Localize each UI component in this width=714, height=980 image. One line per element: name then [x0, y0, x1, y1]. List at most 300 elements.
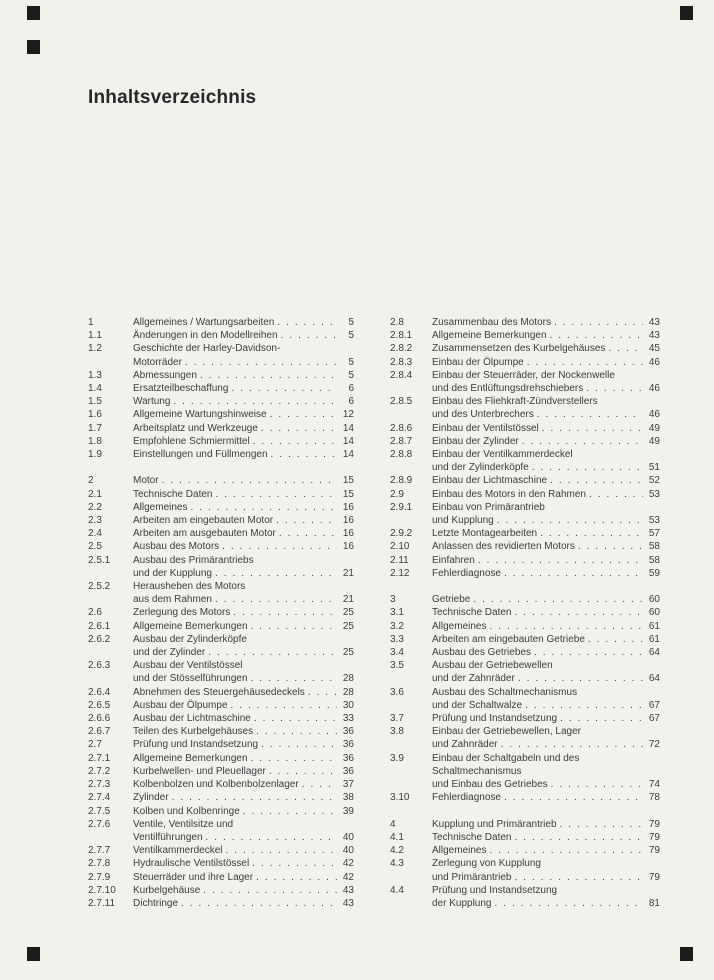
toc-entry-number: 4: [390, 818, 396, 830]
toc-entry-number: 2.8.9: [390, 475, 413, 487]
toc-entry-content: [432, 501, 660, 527]
toc-entry-line: [432, 567, 660, 580]
toc-entry-content: [432, 435, 660, 448]
dot-leader: [251, 752, 337, 765]
dot-leader: [515, 606, 644, 619]
toc-entry-line: [133, 606, 354, 619]
toc-entry-number: 2.7.10: [88, 884, 116, 896]
dot-leader: [504, 567, 643, 580]
toc-entry-title: Technische Daten: [432, 831, 512, 843]
toc-entry-title: Ausbau des Getriebes: [432, 647, 531, 659]
toc-entry-line: [432, 646, 660, 659]
toc-entry-title: Zerlegung von Kupplung: [432, 858, 541, 870]
toc-entry-number: 2.6.3: [88, 660, 111, 672]
dot-leader: [527, 356, 643, 369]
toc-entry-line: [432, 633, 660, 646]
toc-entry: [390, 791, 660, 804]
dot-leader: [281, 329, 337, 342]
toc-entry-page-number: 51: [648, 462, 660, 474]
toc-entry-line: [133, 686, 354, 699]
toc-entry: [390, 686, 660, 712]
dot-leader: [243, 805, 337, 818]
toc-entry-content: [432, 488, 660, 501]
toc-entry-number: 1.7: [88, 422, 102, 434]
toc-entry-number: 2.7.8: [88, 858, 111, 870]
toc-entry: [88, 712, 354, 725]
toc-entry-number: 1.9: [88, 449, 102, 461]
toc-entry-content: [133, 527, 354, 540]
toc-entry-line: [133, 725, 354, 738]
dot-leader: [302, 778, 337, 791]
toc-entry-content: [133, 329, 354, 342]
toc-entry-line: [133, 831, 354, 844]
toc-entry: [88, 659, 354, 685]
toc-entry-number: 2.11: [390, 554, 409, 566]
toc-entry-content: [432, 752, 660, 792]
toc-entry: [390, 488, 660, 501]
toc-entry-title: Allgemeines: [432, 845, 487, 857]
toc-entry: [390, 606, 660, 619]
dot-leader: [554, 316, 643, 329]
toc-entry-number: 2.6.6: [88, 713, 111, 725]
toc-entry-page-number: 30: [342, 699, 354, 711]
toc-entry: [390, 422, 660, 435]
toc-entry-page-number: 40: [342, 845, 354, 857]
toc-entry-line: [133, 633, 354, 646]
toc-entry-page-number: 25: [342, 647, 354, 659]
dot-leader: [271, 448, 337, 461]
toc-entry-page-number: 64: [648, 647, 660, 659]
toc-entry-title: Ausbau des Primärantriebs: [133, 554, 254, 566]
toc-entry-title: Allgemeine Bemerkungen: [432, 330, 547, 342]
toc-entry-page-number: 37: [342, 779, 354, 791]
toc-entry-content: [133, 382, 354, 395]
page-title: Inhaltsverzeichnis: [88, 86, 257, 108]
toc-entry-line: [133, 805, 354, 818]
toc-entry-title: Einstellungen und Füllmengen: [133, 449, 268, 461]
toc-entry-title: Ventilkammerdeckel: [133, 845, 223, 857]
toc-entry-page-number: 74: [648, 779, 660, 791]
toc-entry: [390, 369, 660, 395]
toc-column-left: [88, 316, 354, 910]
toc-entry-line: [432, 778, 660, 791]
toc-entry: [88, 316, 354, 329]
toc-entry-title: Einbau des Fliehkraft-Zündverstellers: [432, 396, 598, 408]
toc-entry-line: [432, 540, 660, 553]
dot-leader: [560, 712, 643, 725]
dot-leader: [185, 356, 337, 369]
toc-entry-page-number: 67: [648, 699, 660, 711]
toc-entry-title: Getriebe: [432, 594, 471, 606]
toc-entry-number: 2.7.6: [88, 818, 111, 830]
toc-entry-number: 2.8.2: [390, 343, 413, 355]
toc-entry-page-number: 46: [648, 383, 660, 395]
toc-entry-page-number: 64: [648, 673, 660, 685]
toc-entry-number: 2.12: [390, 567, 410, 579]
dot-leader: [522, 435, 643, 448]
toc-entry-content: [133, 316, 354, 329]
toc-entry-number: 2: [88, 475, 94, 487]
toc-entry-number: 2.7.5: [88, 805, 111, 817]
toc-entry-title: Fehlerdiagnose: [432, 792, 501, 804]
toc-entry-page-number: 43: [648, 317, 660, 328]
toc-entry-line: [133, 738, 354, 751]
toc-entry-content: [133, 871, 354, 884]
toc-entry-title: Ausbau der Ventilstössel: [133, 660, 243, 672]
toc-entry-line: [432, 606, 660, 619]
toc-entry-line: [432, 752, 660, 765]
toc-entry-number: 1.8: [88, 435, 102, 447]
toc-entry-page-number: 16: [342, 541, 354, 553]
toc-entry-page-number: 49: [648, 422, 660, 434]
toc-entry: [390, 884, 660, 910]
toc-entry: [88, 805, 354, 818]
toc-entry-page-number: 60: [648, 607, 660, 619]
toc-entry-title: und Kupplung: [432, 515, 494, 527]
toc-entry-title: Prüfung und Instandsetzung: [432, 713, 558, 725]
toc-entry: [88, 699, 354, 712]
toc-entry-content: [133, 818, 354, 844]
toc-entry-number: 2.9: [390, 488, 404, 500]
toc-entry-number: 2.1: [88, 488, 102, 500]
dot-leader: [550, 474, 643, 487]
toc-entry-line: [432, 871, 660, 884]
toc-entry-number: 2.7.11: [88, 897, 116, 909]
toc-entry-content: [133, 857, 354, 870]
toc-entry-number: 2.8.5: [390, 396, 413, 408]
toc-entry-page-number: 5: [348, 330, 354, 342]
toc-entry-title: und der Schaltwalze: [432, 699, 523, 711]
toc-entry: [390, 818, 660, 831]
toc-entry-number: 2.8: [390, 317, 404, 328]
toc-entry: [88, 382, 354, 395]
toc-entry-content: [432, 633, 660, 646]
toc-entry-number: 3.8: [390, 726, 404, 738]
dot-leader: [578, 540, 643, 553]
toc-entry-title: Zusammensetzen des Kurbelgehäuses: [432, 343, 606, 355]
toc-entry-content: [133, 884, 354, 897]
toc-entry-page-number: 43: [648, 330, 660, 342]
toc-entry: [390, 659, 660, 685]
toc-entry: [88, 474, 354, 487]
toc-entry-line: [432, 884, 660, 897]
toc-entry-number: 3.7: [390, 713, 404, 725]
toc-entry: [390, 620, 660, 633]
toc-entry-title: Allgemeine Wartungshinweise: [133, 409, 267, 421]
toc-entry-page-number: 14: [342, 449, 354, 461]
registration-mark: [27, 40, 40, 54]
dot-leader: [233, 606, 337, 619]
toc-entry-page-number: 59: [648, 567, 660, 579]
dot-leader: [172, 791, 337, 804]
toc-entry-content: [133, 606, 354, 619]
toc-entry-line: [133, 646, 354, 659]
toc-entry: [88, 329, 354, 342]
toc-entry-number: 2.7.3: [88, 779, 111, 791]
toc-entry-title: Ausbau der Getriebewellen: [432, 660, 553, 672]
toc-entry-title: der Kupplung: [432, 897, 492, 909]
toc-entry-content: [133, 408, 354, 421]
toc-entry-content: [133, 474, 354, 487]
toc-entry-page-number: 16: [342, 528, 354, 540]
toc-entry-content: [432, 527, 660, 540]
toc-entry: [390, 501, 660, 527]
toc-entry: [390, 752, 660, 792]
toc-entry-title: Zylinder: [133, 792, 169, 804]
toc-entry-page-number: 45: [648, 343, 660, 355]
toc-entry: [390, 448, 660, 474]
toc-entry-line: [133, 316, 354, 329]
toc-entry-number: 2.7.9: [88, 871, 111, 883]
toc-entry: [390, 474, 660, 487]
toc-entry-line: [133, 791, 354, 804]
toc-entry: [390, 567, 660, 580]
dot-leader: [473, 593, 643, 606]
toc-entry-line: [133, 871, 354, 884]
toc-entry-page-number: 21: [342, 567, 354, 579]
toc-entry-title: Einbau des Motors in den Rahmen: [432, 488, 586, 500]
toc-entry-line: [133, 699, 354, 712]
toc-entry-title: Einfahren: [432, 554, 475, 566]
registration-mark: [680, 947, 693, 961]
toc-entry-page-number: 72: [648, 739, 660, 751]
toc-entry-content: [432, 606, 660, 619]
toc-entry-title: und der Stösselführungen: [133, 673, 248, 685]
toc-entry-title: und des Entlüftungsdrehschiebers: [432, 383, 584, 395]
toc-entry-content: [133, 765, 354, 778]
toc-entry-line: [133, 672, 354, 685]
toc-entry-content: [432, 329, 660, 342]
toc-entry-line: [432, 831, 660, 844]
dot-leader: [537, 408, 643, 421]
toc-entry-number: 1.6: [88, 409, 102, 421]
dot-leader: [252, 857, 337, 870]
toc-entry-content: [133, 686, 354, 699]
toc-entry-line: [133, 857, 354, 870]
toc-entry-page-number: 21: [342, 594, 354, 606]
toc-entry-page-number: 14: [342, 422, 354, 434]
toc-entry-page-number: 16: [342, 515, 354, 527]
toc-entry: [390, 435, 660, 448]
toc-entry: [88, 871, 354, 884]
toc-entry-content: [432, 554, 660, 567]
toc-entry-content: [432, 831, 660, 844]
toc-entry: [88, 501, 354, 514]
toc-entry-title: Geschichte der Harley-Davidson-: [133, 343, 281, 355]
dot-leader: [261, 738, 337, 751]
toc-entry: [88, 527, 354, 540]
toc-entry-title: und der Zylinder: [133, 647, 206, 659]
toc-entry-number: 2.5.1: [88, 554, 111, 566]
toc-entry-content: [133, 897, 354, 910]
toc-entry-line: [432, 501, 660, 514]
toc-entry-line: [133, 527, 354, 540]
toc-entry-line: [432, 382, 660, 395]
toc-entry: [88, 422, 354, 435]
toc-entry-title: Ventile, Ventilsitze und: [133, 818, 234, 830]
toc-entry-number: 3.10: [390, 792, 410, 804]
toc-entry-title: Empfohlene Schmiermittel: [133, 435, 250, 447]
toc-entry-line: [133, 356, 354, 369]
toc-entry-title: Kolben und Kolbenringe: [133, 805, 240, 817]
toc-entry-content: [133, 633, 354, 659]
toc-entry-title: Einbau der Zylinder: [432, 435, 519, 447]
toc-entry-page-number: 79: [648, 845, 660, 857]
toc-entry-page-number: 36: [342, 739, 354, 751]
toc-entry: [390, 646, 660, 659]
toc-entry: [88, 514, 354, 527]
toc-entry-title: Arbeiten am eingebauten Motor: [133, 515, 274, 527]
toc-entry-page-number: 14: [342, 435, 354, 447]
toc-entry-content: [133, 501, 354, 514]
toc-entry-number: 2.2: [88, 501, 102, 513]
toc-entry: [88, 686, 354, 699]
dot-leader: [251, 672, 337, 685]
toc-entry: [390, 540, 660, 553]
toc-entry-title: Einbau der Ölpumpe: [432, 356, 524, 368]
toc-entry: [390, 857, 660, 883]
dot-leader: [231, 382, 337, 395]
toc-entry: [390, 329, 660, 342]
toc-entry-title: Einbau der Ventilstössel: [432, 422, 539, 434]
toc-entry: [390, 316, 660, 329]
toc-entry-page-number: 28: [342, 686, 354, 698]
toc-entry-line: [432, 514, 660, 527]
toc-entry-page-number: 38: [342, 792, 354, 804]
toc-entry-title: Zusammenbau des Motors: [432, 317, 551, 328]
toc-entry: [88, 554, 354, 580]
toc-entry-title: Ausbau des Schaltmechanismus: [432, 686, 578, 698]
toc-entry-page-number: 53: [648, 515, 660, 527]
toc-entry-line: [432, 620, 660, 633]
toc-entry-content: [432, 686, 660, 712]
toc-entry-page-number: 12: [342, 409, 354, 421]
toc-entry-content: [133, 791, 354, 804]
toc-entry-page-number: 25: [342, 620, 354, 632]
toc-entry-content: [133, 342, 354, 368]
toc-entry-number: 2.7.1: [88, 752, 111, 764]
toc-entry-number: 2.7.4: [88, 792, 111, 804]
toc-entry-content: [133, 369, 354, 382]
toc-entry-number: 3.2: [390, 620, 404, 632]
toc-entry-number: 4.1: [390, 831, 404, 843]
toc-entry-content: [432, 567, 660, 580]
dot-leader: [222, 540, 337, 553]
toc-entry: [390, 593, 660, 606]
toc-entry-line: [432, 672, 660, 685]
dot-leader: [560, 818, 643, 831]
toc-entry-title: Prüfung und Instandsetzung: [432, 884, 558, 896]
toc-entry-content: [432, 620, 660, 633]
registration-mark: [680, 6, 693, 20]
toc-entry: [88, 580, 354, 606]
toc-entry-title: Einbau von Primärantrieb: [432, 501, 545, 513]
toc-entry: [88, 752, 354, 765]
toc-entry-title: Allgemeines / Wartungsarbeiten: [133, 317, 275, 328]
toc-entry-title: Kolbenbolzen und Kolbenbolzenlager: [133, 779, 299, 791]
toc-entry: [390, 725, 660, 751]
toc-entry: [88, 633, 354, 659]
toc-entry-line: [432, 554, 660, 567]
toc-entry: [88, 435, 354, 448]
toc-entry-line: [133, 752, 354, 765]
toc-entry-title: Einbau der Schaltgabeln und des: [432, 752, 580, 764]
toc-entry: [88, 897, 354, 910]
toc-entry-line: [432, 461, 660, 474]
dot-leader: [279, 527, 337, 540]
toc-entry-line: [432, 527, 660, 540]
toc-entry-title: Ausbau der Zylinderköpfe: [133, 633, 247, 645]
toc-entry-page-number: 79: [648, 871, 660, 883]
dot-leader: [489, 620, 643, 633]
toc-entry-content: [133, 435, 354, 448]
toc-entry-line: [432, 765, 660, 778]
toc-entry-line: [133, 501, 354, 514]
toc-entry: [88, 408, 354, 421]
toc-entry-line: [432, 356, 660, 369]
dot-leader: [200, 369, 337, 382]
toc-entry-number: 2.7.2: [88, 765, 111, 777]
toc-entry-title: aus dem Rahmen: [133, 594, 212, 606]
toc-entry-line: [133, 474, 354, 487]
dot-leader: [532, 461, 643, 474]
toc-entry-title: Ausbau der Ölpumpe: [133, 699, 228, 711]
toc-entry-content: [133, 395, 354, 408]
toc-entry-page-number: 52: [648, 475, 660, 487]
toc-entry-line: [133, 884, 354, 897]
toc-entry-line: [432, 435, 660, 448]
toc-entry-content: [432, 316, 660, 329]
toc-entry-line: [133, 422, 354, 435]
dot-leader: [253, 435, 337, 448]
dot-leader: [308, 686, 337, 699]
toc-entry: [390, 633, 660, 646]
toc-entry-content: [432, 474, 660, 487]
toc-entry-page-number: 5: [348, 317, 354, 328]
toc-entry-content: [432, 818, 660, 831]
toc-entry-line: [432, 369, 660, 382]
toc-entry-line: [432, 659, 660, 672]
toc-entry: [88, 342, 354, 368]
dot-leader: [495, 897, 644, 910]
toc-entry-title: Allgemeines: [432, 620, 487, 632]
toc-entry-content: [133, 448, 354, 461]
dot-leader: [489, 844, 643, 857]
toc-entry-title: Abmessungen: [133, 369, 197, 381]
toc-entry: [390, 844, 660, 857]
toc-entry-title: Arbeitsplatz und Werkzeuge: [133, 422, 258, 434]
toc-entry-line: [133, 369, 354, 382]
toc-entry-page-number: 60: [648, 594, 660, 606]
toc-entry-page-number: 42: [342, 858, 354, 870]
toc-entry: [390, 554, 660, 567]
toc-entry-content: [432, 712, 660, 725]
dot-leader: [208, 646, 337, 659]
toc-entry-content: [133, 540, 354, 553]
toc-entry-number: 1.5: [88, 396, 102, 408]
toc-entry: [88, 448, 354, 461]
toc-entry-content: [133, 488, 354, 501]
toc-entry-line: [133, 620, 354, 633]
toc-entry-line: [432, 342, 660, 355]
toc-entry-number: 3.3: [390, 633, 404, 645]
toc-entry-title: Fehlerdiagnose: [432, 567, 501, 579]
dot-leader: [203, 884, 337, 897]
dot-leader: [550, 329, 643, 342]
toc-entry-line: [432, 408, 660, 421]
toc-entry-line: [432, 329, 660, 342]
toc-entry-content: [432, 844, 660, 857]
